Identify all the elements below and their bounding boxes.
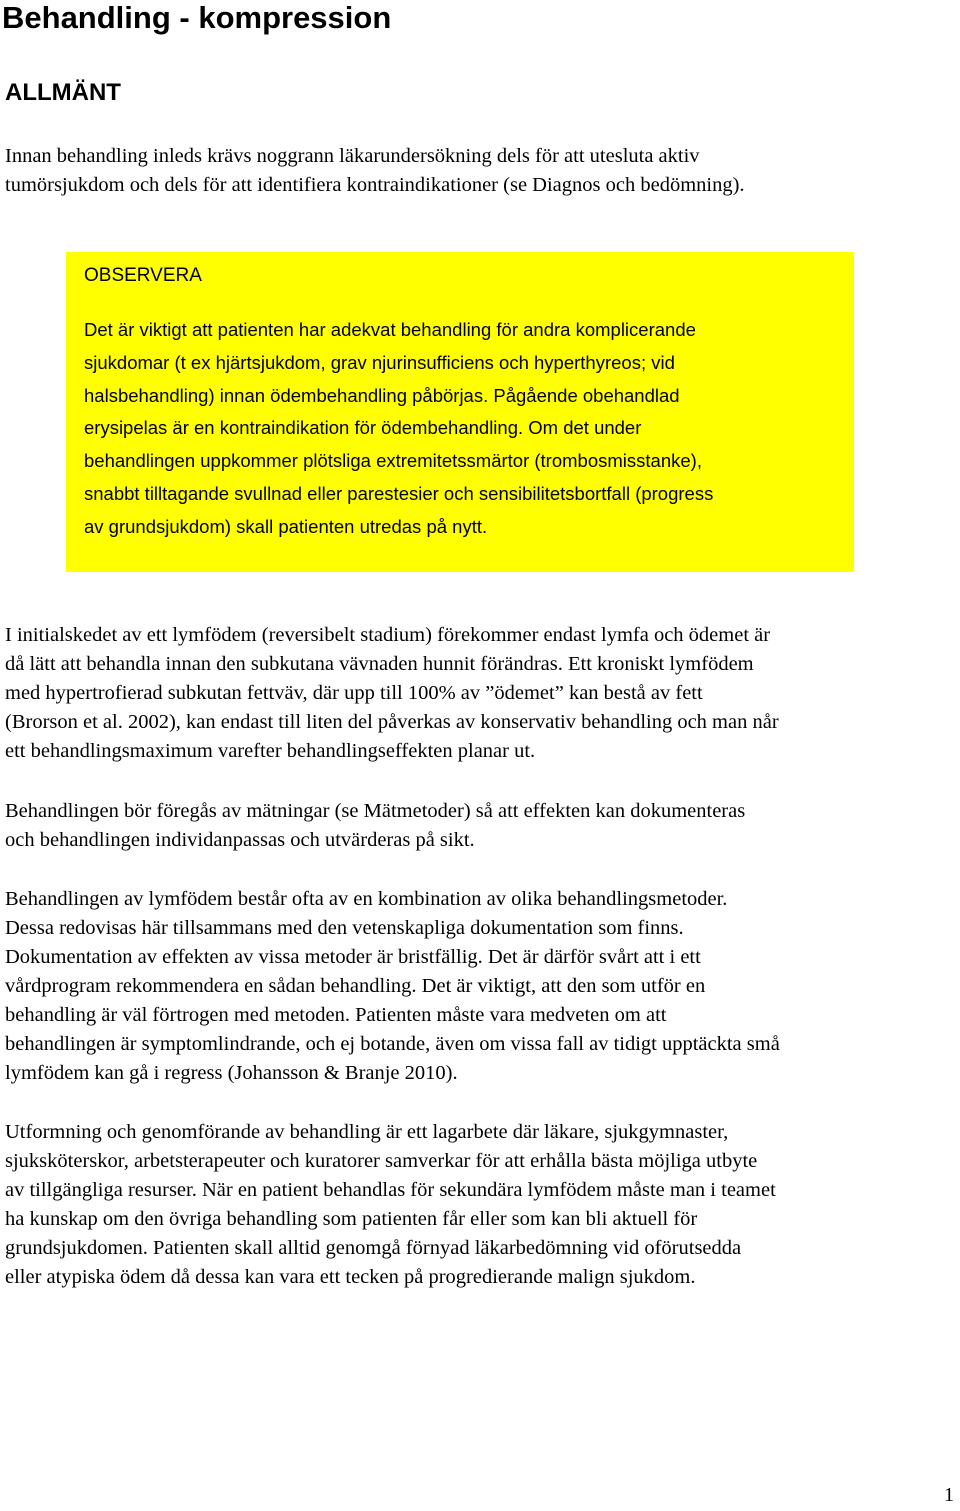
intro-paragraph <box>5 142 960 200</box>
text-line: behandling är väl förtrogen med metoden. Patienten måste vara medveten om att <box>5 1004 667 1026</box>
notice-title: OBSERVERA <box>84 265 202 286</box>
text-line: grundsjukdomen. Patienten skall alltid genomgå förnyad läkarbedömning vid oförutsedda <box>5 1237 742 1259</box>
text-line: med hypertrofierad subkutan fettväv, där upp till 100% av ”ödemet” kan bestå av fett <box>5 682 703 704</box>
text-line: Innan behandling inleds krävs noggrann läkarundersökning dels för att utesluta aktiv <box>5 145 700 167</box>
text-line: vårdprogram rekommendera en sådan behandling. Det är viktigt, att den som utför en <box>5 975 706 997</box>
text-line: eller atypiska ödem då dessa kan vara ett tecken på progredierande malign sjukdom. <box>5 1266 696 1288</box>
text-line: av grundsjukdom) skall patienten utredas på nytt. <box>84 515 488 537</box>
notice-body <box>84 314 713 544</box>
text-line: Behandlingen bör föregås av mätningar (se Mätmetoder) så att effekten kan dokumenteras <box>5 800 746 822</box>
text-line: Dokumentation av effekten av vissa metoder är bristfällig. Det är därför svårt att i ett <box>5 946 701 968</box>
text-line: sjuksköterskor, arbetsterapeuter och kuratorer samverkar för att erhålla bästa möjliga utbyte <box>5 1150 758 1172</box>
page-number: 1 <box>944 1484 954 1506</box>
text-line: snabbt tilltagande svullnad eller parestesier och sensibilitetsbortfall (progress <box>84 482 714 504</box>
section-heading: ALLMÄNT <box>5 79 121 106</box>
text-line: behandlingen är symptomlindrande, och ej botande, även om vissa fall av tidigt upptäckta små <box>5 1033 780 1055</box>
body-paragraph-2 <box>5 797 960 855</box>
text-line: sjukdomar (t ex hjärtsjukdom, grav njurinsufficiens och hyperthyreos; vid <box>84 351 675 373</box>
body-paragraph-3 <box>5 885 960 1088</box>
text-line: Dessa redovisas här tillsammans med den vetenskapliga dokumentation som finns. <box>5 917 684 939</box>
text-line: behandlingen uppkommer plötsliga extremitetssmärtor (trombosmisstanke), <box>84 450 702 472</box>
text-line: Det är viktigt att patienten har adekvat behandling för andra komplicerande <box>84 319 696 340</box>
text-line: tumörsjukdom och dels för att identifiera kontraindikationer (se Diagnos och bedömning). <box>5 174 745 196</box>
text-line: Utformning och genomförande av behandling är ett lagarbete där läkare, sjukgymnaster, <box>5 1121 729 1143</box>
text-line: ha kunskap om den övriga behandling som patienten får eller som kan bli aktuell för <box>5 1208 698 1230</box>
text-line: och behandlingen individanpassas och utvärderas på sikt. <box>5 829 475 851</box>
body-paragraph-1 <box>5 621 960 766</box>
text-line: då lätt att behandla innan den subkutana vävnaden hunnit förändras. Ett kroniskt lymfödem <box>5 653 754 675</box>
text-line: av tillgängliga resurser. När en patient behandlas för sekundära lymfödem måste man i teamet <box>5 1179 776 1201</box>
text-line: erysipelas är en kontraindikation för ödembehandling. Om det under <box>84 417 642 439</box>
text-line: halsbehandling) innan ödembehandling påbörjas. Pågående obehandlad <box>84 384 680 406</box>
text-line: lymfödem kan gå i regress (Johansson & Branje 2010). <box>5 1062 458 1084</box>
text-line: Behandlingen av lymfödem består ofta av en kombination av olika behandlingsmetoder. <box>5 888 728 910</box>
page-title: Behandling - kompression <box>2 0 392 35</box>
text-line: ett behandlingsmaximum varefter behandlingseffekten planar ut. <box>5 740 536 762</box>
notice-box <box>66 252 854 572</box>
text-line: I initialskedet av ett lymfödem (reversibelt stadium) förekommer endast lymfa och ödemet är <box>5 624 771 646</box>
body-paragraph-4 <box>5 1118 960 1292</box>
text-line: (Brorson et al. 2002), kan endast till liten del påverkas av konservativ behandling och man når <box>5 711 779 733</box>
